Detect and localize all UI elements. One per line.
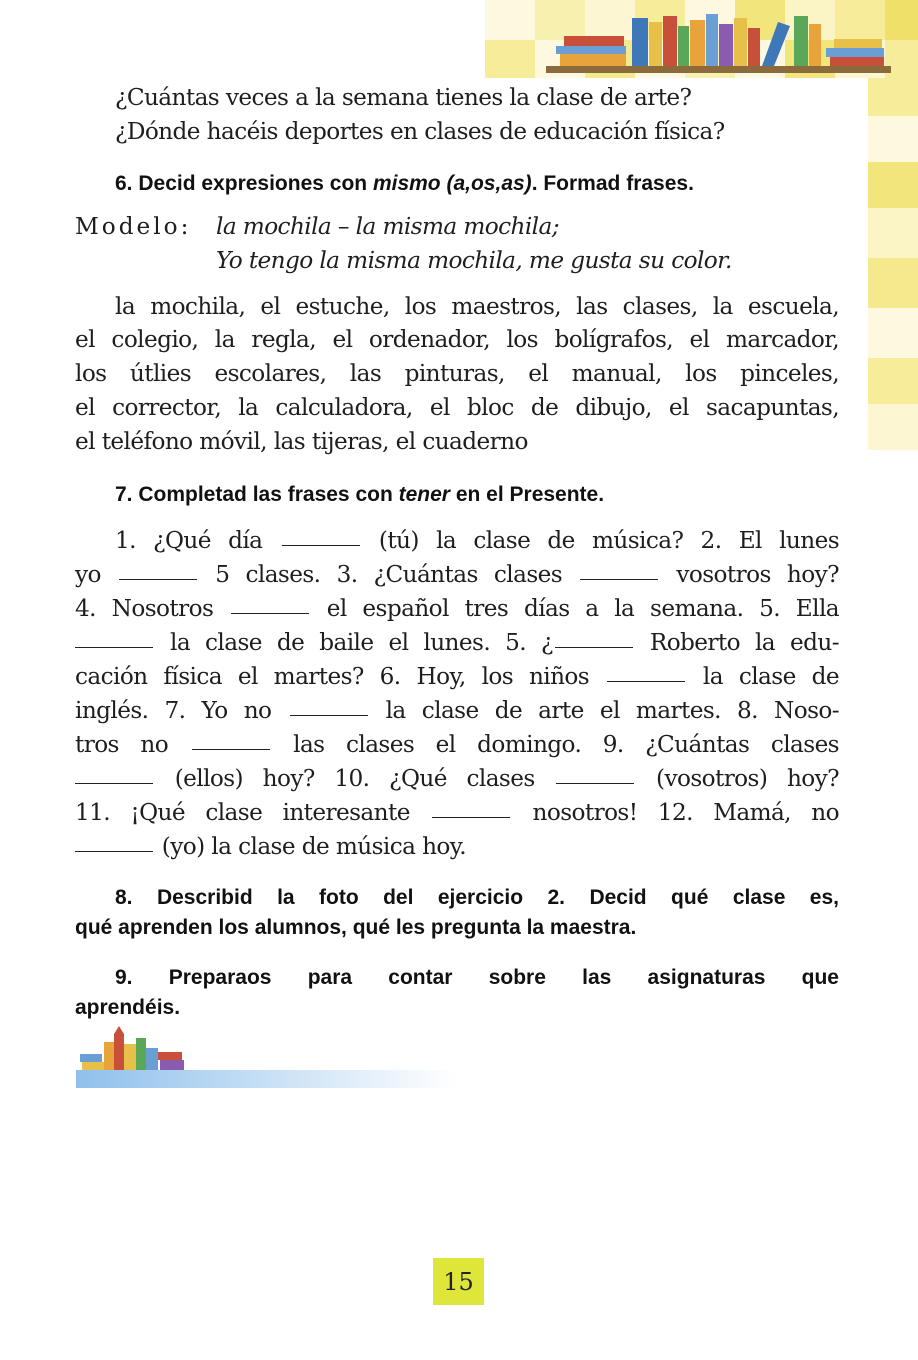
fill-blank[interactable] xyxy=(75,760,153,784)
fill-blank[interactable] xyxy=(580,556,658,580)
fill-blank[interactable] xyxy=(75,828,153,852)
exercise-7-title xyxy=(115,483,604,507)
exercise-number: 7. xyxy=(115,483,133,506)
word-list-line: los útlies escolares, las pinturas, el manual, los pinceles, xyxy=(75,360,839,387)
model-label-text: Modelo: xyxy=(75,213,192,240)
text: el español tres días a la semana. 5. Ella xyxy=(326,595,839,623)
text: las clases el domingo. 9. ¿Cuántas clases xyxy=(293,731,839,759)
exercise-line xyxy=(75,660,839,690)
fill-blank[interactable] xyxy=(555,624,633,648)
title-text: Completad las frases con xyxy=(138,483,399,506)
fill-blank[interactable] xyxy=(556,760,634,784)
page-number: 15 xyxy=(433,1258,484,1305)
text: cación física el martes? 6. Hoy, los niños xyxy=(75,663,590,691)
text: la clase de xyxy=(702,663,839,691)
word-list-line: el corrector, la calculadora, el bloc de dibujo, el sacapuntas, xyxy=(75,394,839,421)
word-list-line: el colegio, la regla, el ordenador, los bolígrafos, el marcador, xyxy=(75,326,839,353)
word-list-line: el teléfono móvil, las tijeras, el cuaderno xyxy=(75,428,528,455)
text: (yo) la clase de música hoy. xyxy=(161,833,466,861)
text: tros no xyxy=(75,731,169,759)
text: (tú) la clase de música? 2. El lunes xyxy=(378,527,840,555)
exercise-8-line-1: 8. Describid la foto del ejercicio 2. Decid qué clase es, xyxy=(115,886,839,909)
text: Roberto la edu- xyxy=(649,629,839,657)
title-emphasis: tener xyxy=(398,483,450,506)
text: 1. ¿Qué día xyxy=(115,527,263,555)
fill-blank[interactable] xyxy=(231,590,309,614)
title-text: Decid expresiones con xyxy=(138,172,373,195)
exercise-line xyxy=(75,762,839,792)
model-label xyxy=(75,213,191,240)
text: la clase de baile el lunes. 5. ¿ xyxy=(170,629,553,657)
text: 4. Nosotros xyxy=(75,595,214,623)
school-books-icon xyxy=(76,1024,456,1090)
text: inglés. 7. Yo no xyxy=(75,697,272,725)
text: (vosotros) hoy? xyxy=(656,765,839,793)
exercise-9-line-2: aprendéis. xyxy=(75,996,181,1019)
title-text: en el Presente. xyxy=(449,483,605,506)
fill-blank[interactable] xyxy=(119,556,197,580)
right-edge-decoration xyxy=(868,78,918,450)
intro-question-2: ¿Dónde hacéis deportes en clases de educación física? xyxy=(115,118,725,145)
text: (ellos) hoy? 10. ¿Qué clases xyxy=(174,765,535,793)
text: yo xyxy=(75,561,101,589)
text: 11. ¡Qué clase interesante xyxy=(75,799,410,827)
exercise-line xyxy=(75,558,839,588)
fill-blank[interactable] xyxy=(607,658,685,682)
text: la clase de arte el martes. 8. Noso- xyxy=(385,697,839,725)
title-emphasis: mismo (a,os,as) xyxy=(372,172,532,195)
exercise-8-line-2: qué aprenden los alumnos, qué les pregunta la maestra. xyxy=(75,916,637,939)
exercise-line xyxy=(75,592,839,622)
fill-blank[interactable] xyxy=(75,624,153,648)
exercise-line xyxy=(75,830,466,860)
fill-blank[interactable] xyxy=(290,692,368,716)
exercise-6-title xyxy=(115,172,694,196)
model-line-1: la mochila – la misma mochila; xyxy=(216,213,559,240)
text: vosotros hoy? xyxy=(676,561,839,589)
exercise-line xyxy=(75,728,839,758)
exercise-line xyxy=(75,796,839,826)
exercise-number: 6. xyxy=(115,172,133,195)
fill-blank[interactable] xyxy=(282,522,360,546)
bookshelf-icon xyxy=(546,8,891,74)
fill-blank[interactable] xyxy=(432,794,510,818)
model-line-2: Yo tengo la misma mochila, me gusta su color. xyxy=(216,247,732,274)
title-text: . Formad frases. xyxy=(531,172,694,195)
exercise-line xyxy=(75,694,839,724)
word-list-line: la mochila, el estuche, los maestros, las clases, la escuela, xyxy=(115,293,839,320)
exercise-line xyxy=(75,626,839,656)
intro-question-1: ¿Cuántas veces a la semana tienes la clase de arte? xyxy=(115,84,692,111)
fill-blank[interactable] xyxy=(192,726,270,750)
exercise-line xyxy=(115,524,839,554)
text: nosotros! 12. Mamá, no xyxy=(532,799,839,827)
text: 5 clases. 3. ¿Cuántas clases xyxy=(215,561,563,589)
exercise-9-line-1: 9. Preparaos para contar sobre las asignaturas que xyxy=(115,966,839,989)
